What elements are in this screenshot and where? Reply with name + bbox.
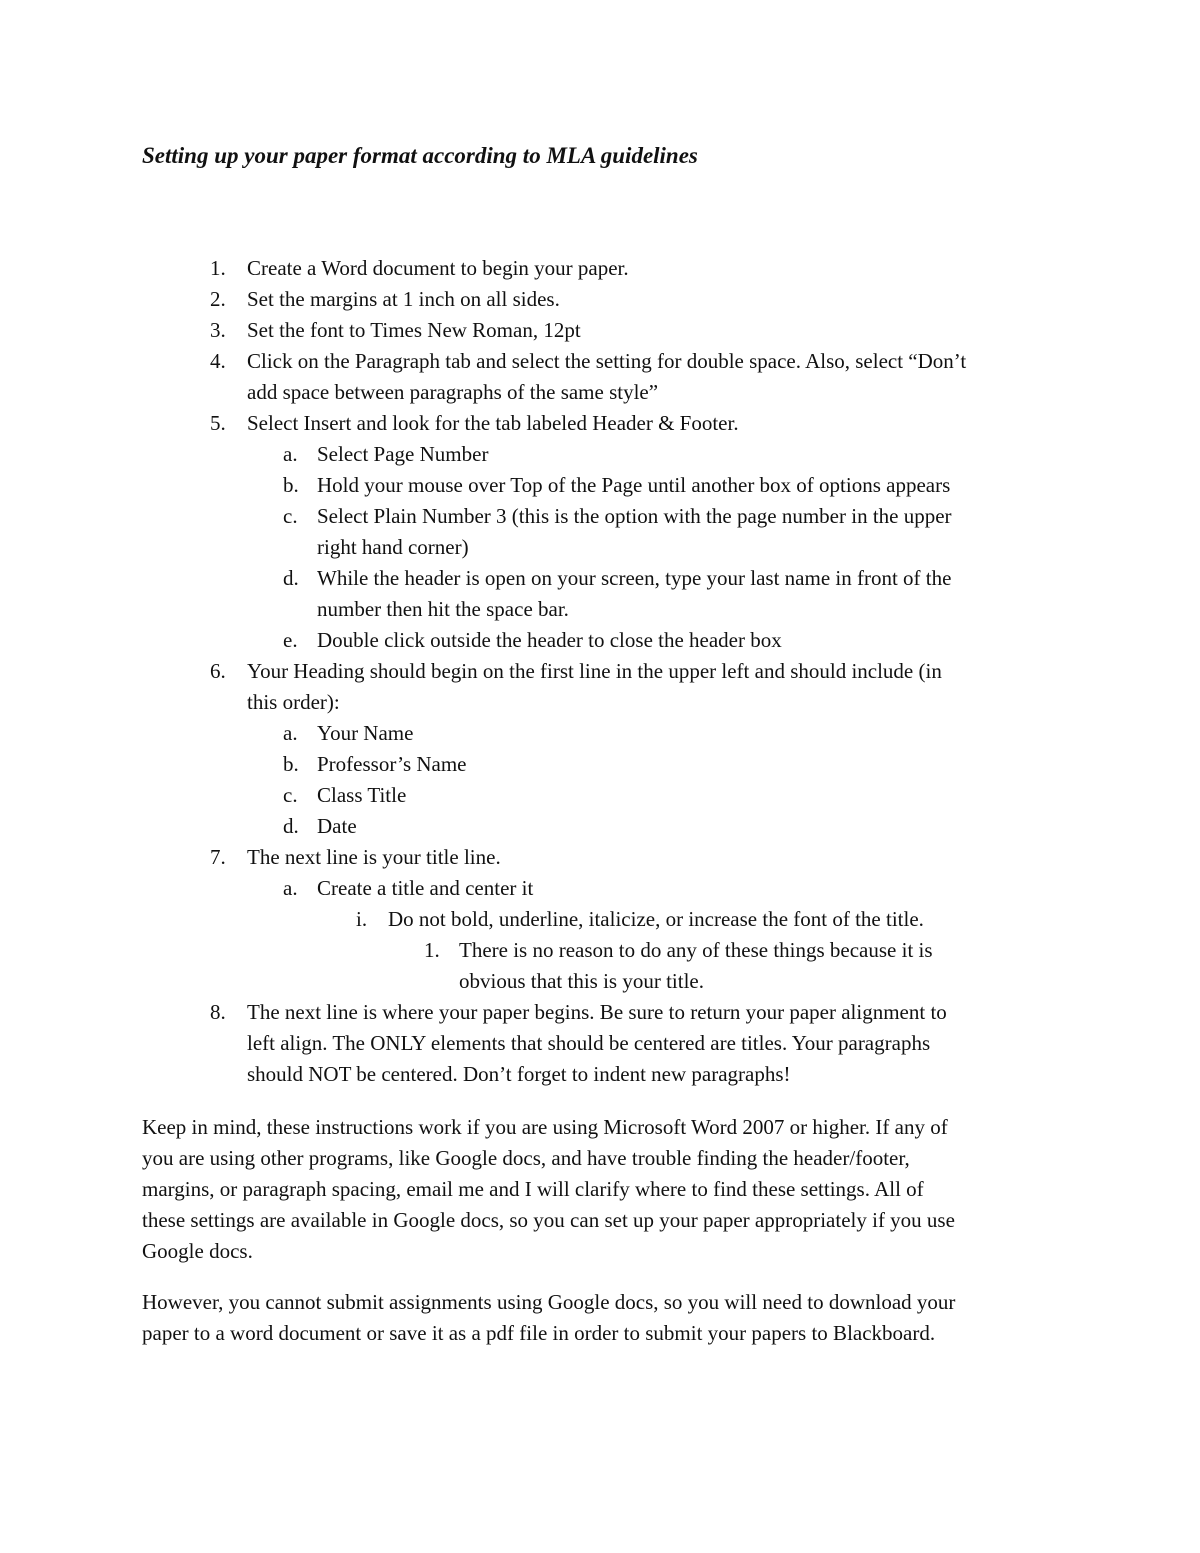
list-item-text: Hold your mouse over Top of the Page until another box of options appears [317, 473, 951, 497]
document-title: Setting up your paper format according to MLA guidelines [142, 143, 698, 168]
list-item-text: The next line is where your paper begins. Be sure to return your paper alignment to [247, 1000, 947, 1024]
list-item-text: The next line is your title line. [247, 845, 501, 869]
list-item [0, 253, 1200, 284]
list-item-text: should NOT be centered. Don’t forget to indent new paragraphs! [247, 1062, 791, 1086]
list-item-text: Select Page Number [317, 442, 489, 466]
list-item [0, 718, 1200, 749]
paragraph-line: Keep in mind, these instructions work if you are using Microsoft Word 2007 or higher. If any of [142, 1115, 948, 1139]
list-marker: 2. [210, 287, 226, 311]
list-item [0, 563, 1200, 625]
paragraph-line: Google docs. [142, 1239, 253, 1263]
list-item [0, 935, 1200, 997]
list-item-text: right hand corner) [317, 535, 469, 559]
list-item-text: Select Plain Number 3 (this is the option with the page number in the upper [317, 504, 952, 528]
list-item-text: Do not bold, underline, italicize, or increase the font of the title. [388, 907, 924, 931]
list-marker: a. [283, 442, 298, 466]
list-item-text: There is no reason to do any of these things because it is [459, 938, 933, 962]
list-item [0, 408, 1200, 439]
list-item [0, 315, 1200, 346]
list-marker: d. [283, 566, 299, 590]
list-item-text: Create a Word document to begin your paper. [247, 256, 629, 280]
list-marker: c. [283, 504, 298, 528]
closing-paragraph-compatibility [142, 1112, 1062, 1267]
list-item-text: Professor’s Name [317, 752, 467, 776]
list-marker: i. [356, 907, 368, 931]
list-item [0, 625, 1200, 656]
list-marker: 5. [210, 411, 226, 435]
list-item [0, 842, 1200, 873]
paragraph-line: you are using other programs, like Google docs, and have trouble finding the header/footer, [142, 1146, 910, 1170]
list-marker: a. [283, 876, 298, 900]
list-item-text: Set the font to Times New Roman, 12pt [247, 318, 581, 342]
list-item-text: this order): [247, 690, 340, 714]
list-item-text: Date [317, 814, 357, 838]
instruction-list [0, 253, 1200, 1090]
list-item-text: Click on the Paragraph tab and select the setting for double space. Also, select “Don’t [247, 349, 967, 373]
paragraph-line: these settings are available in Google docs, so you can set up your paper appropriately if you use [142, 1208, 955, 1232]
list-item [0, 997, 1200, 1090]
list-item-text: Set the margins at 1 inch on all sides. [247, 287, 560, 311]
list-item [0, 873, 1200, 904]
list-item [0, 501, 1200, 563]
list-marker: 8. [210, 1000, 226, 1024]
list-item-text: Select Insert and look for the tab labeled Header & Footer. [247, 411, 739, 435]
list-item-text: Double click outside the header to close the header box [317, 628, 782, 652]
paragraph-line: paper to a word document or save it as a pdf file in order to submit your papers to Blackboard. [142, 1321, 936, 1345]
list-marker: 6. [210, 659, 226, 683]
list-item [0, 656, 1200, 718]
list-marker: a. [283, 721, 298, 745]
list-item-text: left align. The ONLY elements that should be centered are titles. Your paragraphs [247, 1031, 931, 1055]
list-item-text: Class Title [317, 783, 407, 807]
list-item [0, 780, 1200, 811]
closing-paragraph-submission [142, 1287, 1062, 1349]
list-item [0, 284, 1200, 315]
list-marker: b. [283, 752, 299, 776]
list-marker: c. [283, 783, 298, 807]
list-marker: b. [283, 473, 299, 497]
paragraph-line: However, you cannot submit assignments using Google docs, so you will need to download your [142, 1290, 956, 1314]
list-marker: 4. [210, 349, 226, 373]
list-item [0, 439, 1200, 470]
list-item [0, 470, 1200, 501]
list-item-text: While the header is open on your screen, type your last name in front of the [317, 566, 952, 590]
list-item-text: Your Heading should begin on the first line in the upper left and should include (in [247, 659, 942, 683]
list-item [0, 811, 1200, 842]
list-marker: 1. [424, 938, 440, 962]
list-item [0, 346, 1200, 408]
list-marker: 7. [210, 845, 226, 869]
list-item [0, 749, 1200, 780]
list-item-text: Create a title and center it [317, 876, 534, 900]
list-item-text: number then hit the space bar. [317, 597, 569, 621]
paragraph-line: margins, or paragraph spacing, email me and I will clarify where to find these settings. All of [142, 1177, 924, 1201]
list-item-text: Your Name [317, 721, 414, 745]
list-item [0, 904, 1200, 935]
list-marker: 1. [210, 256, 226, 280]
list-marker: e. [283, 628, 298, 652]
list-item-text: add space between paragraphs of the same style” [247, 380, 659, 404]
list-item-text: obvious that this is your title. [459, 969, 704, 993]
list-marker: d. [283, 814, 299, 838]
list-marker: 3. [210, 318, 226, 342]
